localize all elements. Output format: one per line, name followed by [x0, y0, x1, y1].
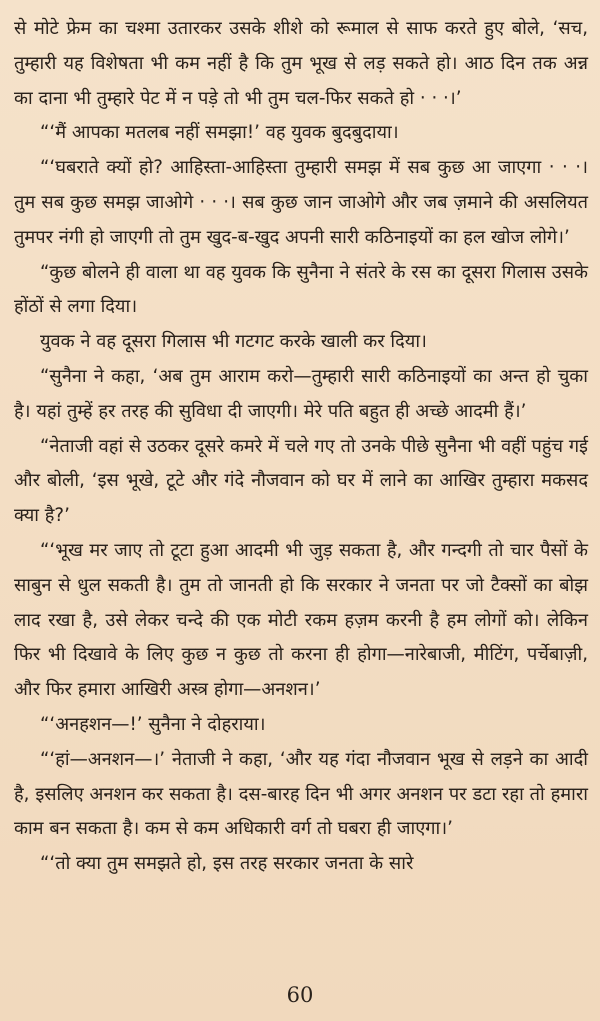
paragraph: “कुछ बोलने ही वाला था वह युवक कि सुनैना ने संतरे के रस का दूसरा गिलास उसके होंठों से लगा दिया।	[14, 261, 588, 318]
paragraph: “‘मैं आपका मतलब नहीं समझा!’ वह युवक बुदबुदाया।	[40, 122, 399, 144]
paragraph: “‘अनहशन—!’ सुनैना ने दोहराया।	[40, 713, 266, 735]
paragraph: “‘घबराते क्यों हो? आहिस्ता-आहिस्ता तुम्हारी समझ में सब कुछ आ जाएगा · · ·। तुम सब कुछ समझ जाओगे · · ·। सब कुछ जान जाओगे और जब ज़माने की असलियत तुमपर नंगी हो जाएगी तो तुम खुद-ब-खुद अपनी सारी कठिनाइयों का हल खोज लोगे।’	[14, 157, 588, 248]
paragraph: “सुनैना ने कहा, ‘अब तुम आराम करो—तुम्हारी सारी कठिनाइयों का अन्त हो चुका है। यहां तुम्हें हर तरह की सुविधा दी जाएगी। मेरे पति बहुत ही अच्छे आदमी हैं।’	[14, 365, 588, 422]
paragraph: “नेताजी वहां से उठकर दूसरे कमरे में चले गए तो उनके पीछे सुनैना भी वहीं पहुंच गई और बोली, ‘इस भूखे, टूटे और गंदे नौजवान को घर में लाने का आखिर तुम्हारा मकसद क्या है?’	[14, 435, 588, 527]
page-number: 60	[286, 983, 314, 1007]
paragraph: युवक ने वह दूसरा गिलास भी गटगट करके खाली कर दिया।	[40, 331, 427, 353]
body-text	[14, 12, 588, 882]
paragraph: “‘भूख मर जाए तो टूटा हुआ आदमी भी जुड़ सकता है, और गन्दगी तो चार पैसों के साबुन से धुल सकती है। तुम तो जानती हो कि सरकार ने जनता पर जो टैक्सों का बोझ लाद रखा है, उसे लेकर चन्दे की एक मोटी रकम हज़म करनी है हम लोगों को। लेकिन फिर भी दिखावे के लिए कुछ न कुछ तो करना ही होगा—नारेबाजी, मीटिंग, पर्चेबाज़ी, और फिर हमारा आखिरी अस्त्र होगा—अनशन।’	[14, 539, 588, 701]
paragraph: से मोटे फ्रेम का चश्मा उतारकर उसके शीशे को रूमाल से साफ करते हुए बोले, ‘सच, तुम्हारी यह विशेषता भी कम नहीं है कि तुम भूख से लड़ सकते हो। आठ दिन तक अन्न का दाना भी तुम्हारे पेट में न पड़े तो भी तुम चल-फिर सकते हो · · ·।’	[14, 18, 588, 109]
paragraph: “‘तो क्या तुम समझते हो, इस तरह सरकार जनता के सारे	[40, 853, 414, 875]
paragraph: “‘हां—अनशन—।’ नेताजी ने कहा, ‘और यह गंदा नौजवान भूख से लड़ने का आदी है, इसलिए अनशन कर सकता है। दस-बारह दिन भी अगर अनशन पर डटा रहा तो हमारा काम बन सकता है। कम से कम अधिकारी वर्ग तो घबरा ही जाएगा।’	[14, 748, 588, 840]
